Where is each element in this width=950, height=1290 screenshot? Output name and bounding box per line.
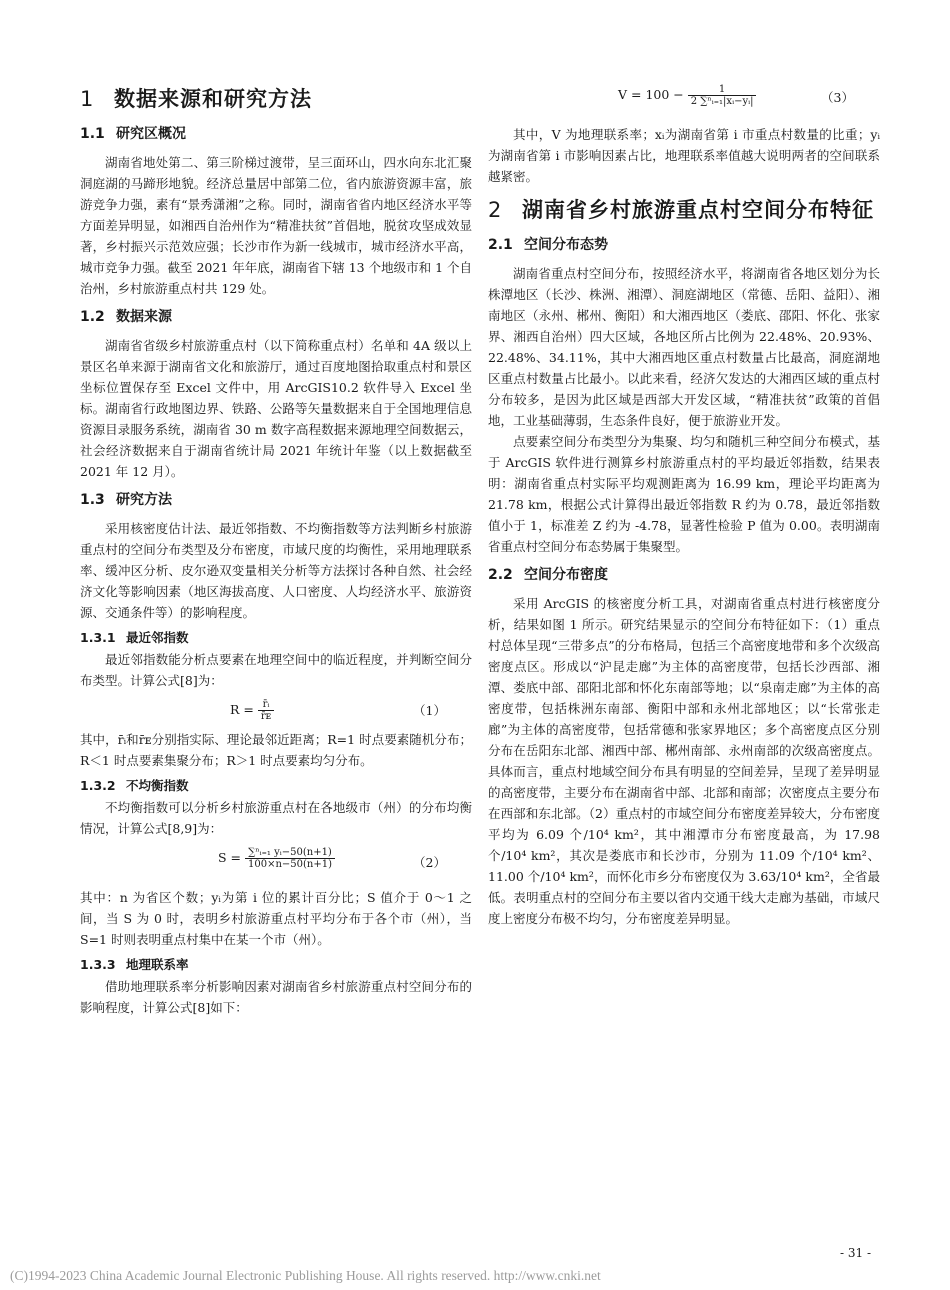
section-1-heading: [80, 84, 472, 114]
section-number: 2.2: [488, 567, 513, 583]
section-number: 1.3.3: [80, 957, 116, 972]
section-title: 空间分布态势: [524, 237, 608, 253]
right-column: [488, 80, 880, 929]
section-1-1-heading: [80, 124, 472, 144]
paragraph: 借助地理联系率分析影响因素对湖南省乡村旅游重点村空间分布的影响程度，计算公式[8]如下：: [80, 979, 472, 1015]
formula-denominator: 100×n−50(n+1): [248, 859, 332, 870]
section-title: 湖南省乡村旅游重点村空间分布特征: [522, 198, 874, 222]
paragraph: 湖南省重点村空间分布，按照经济水平，将湖南省各地区划分为长株潭地区（长沙、株洲、湘潭）、洞庭湖地区（常德、岳阳、益阳）、湘南地区（永州、郴州、衡阳）和大湘西地区（娄底、邵阳、怀化、张家界、湘西自治州）四大区域，各地区所占比例为 22.48%、20.93%、22.48%、34.11%，其中大湘西地区重点村数量占比最高，洞庭湖地区重点村数量占比最小。以此来看，经济欠发达的大湘西区域的重点村分布较多，是因为此区域是西部大开发区域，“精准扶贫”政策的首倡地，工业基础薄弱，生态条件良好，便于旅游业开发。: [488, 266, 880, 428]
paragraph: 湖南省地处第二、第三阶梯过渡带，呈三面环山，四水向东北汇聚洞庭湖的马蹄形地貌。经济总量居中部第二位，省内旅游资源丰富，旅游竞争力强，素有“景秀潇湘”之称。同时，湖南省省内地区经济水平等方面差异明显，如湘西自治州作为“精准扶贫”首倡地，脱贫攻坚成效显著，乡村振兴示范效应强；长沙市作为新一线城市，城市经济水平高，城市竞争力强。截至 2021 年年底，湖南省下辖 13 个地级市和 1 个自治州，乡村旅游重点村共 129 处。: [80, 155, 473, 296]
section-title: 数据来源和研究方法: [114, 87, 312, 111]
paragraph: 点要素空间分布类型分为集聚、均匀和随机三种空间分布模式，基于 ArcGIS 软件进行测算乡村旅游重点村的平均最近邻指数，结果表明：湖南省重点村实际平均观测距离为 16.99 km，理论平均距离为 21.78 km，根据公式计算得出最近邻指数 R 约为 0.78，最近邻指数值小于 1，标准差 Z 约为 -4.78，显著性检验 P 值为 0.00。表明湖南省重点村空间分布态势属于集聚型。: [488, 434, 880, 554]
section-number: 1.3: [80, 492, 105, 508]
section-1-3-1-heading: [80, 629, 472, 647]
section-title: 不均衡指数: [126, 778, 189, 793]
section-title: 数据来源: [116, 309, 172, 325]
section-number: 1.1: [80, 126, 105, 142]
formula-number: （3）: [821, 90, 854, 105]
formula-numerator: r̄ᵢ: [258, 699, 274, 711]
section-1-3-2-heading: [80, 777, 472, 795]
formula-fraction: [258, 699, 274, 722]
copyright-footer: (C)1994-2023 China Academic Journal Electronic Publishing House. All rights reserved. http://www.cnki.net: [10, 1268, 601, 1283]
formula-fraction: [688, 84, 757, 107]
section-number: 1.3.1: [80, 630, 116, 645]
section-2-2-heading: [488, 565, 880, 585]
paragraph: 采用 ArcGIS 的核密度分析工具，对湖南省重点村进行核密度分析，结果如图 1 所示。研究结果显示的空间分布特征如下：（1）重点村总体呈现“三带多点”的分布格局，包括三个高密度地带和多个次级高密度点区。形成以“沪昆走廊”为主体的高密度带，包括长沙西部、湘潭、娄底中部、邵阳北部和怀化东南部等地；以“泉南走廊”为主体的高密度带，包括株洲东南部、衡阳中部和永州北部地区；以“长常张走廊”为主体的高密度带，包括常德和张家界地区；多个高密度点区分别分布在岳阳东北部、湘西中部、郴州南部、永州南部的次级高密度点。具体而言，重点村地域空间分布具有明显的空间差异，呈现了差异明显的高密度带，主要分布在湖南省中部、北部和南部；次密度点主要分布在西部和东北部。（2）重点村的市域空间分布密度差异较大，分布密度平均为 6.09 个/10⁴ km²，其中湘潭市分布密度最高，为 17.98 个/10⁴ km²，其次是娄底市和长沙市，分别为 11.09 个/10⁴ km²、11.00 个/10⁴ km²，而怀化市乡分布密度仅为 3.63/10⁴ km²，全省最低。表明重点村的空间分布主要以省内交通干线大走廊为基础，市域尺度上密度分布极不均匀，分布密度差异明显。: [488, 596, 880, 926]
formula-1: [80, 695, 472, 725]
section-number: 1: [80, 87, 95, 111]
section-1-2-heading: [80, 307, 472, 327]
paragraph: 其中，V 为地理联系率；xᵢ为湖南省第 i 市重点村数量的比重；yᵢ为湖南省第 i 市影响因素占比，地理联系率值越大说明两者的空间联系越紧密。: [488, 127, 880, 184]
formula-fraction: [245, 847, 335, 870]
section-1-3-heading: [80, 490, 472, 510]
section-title: 地理联系率: [126, 957, 189, 972]
formula-denominator: r̄ᴇ: [260, 711, 272, 722]
paragraph: 不均衡指数可以分析乡村旅游重点村在各地级市（州）的分布均衡情况，计算公式[8,9]为：: [80, 800, 472, 836]
section-number: 2: [488, 198, 503, 222]
section-title: 最近邻指数: [126, 630, 189, 645]
paragraph: 采用核密度估计法、最近邻指数、不均衡指数等方法判断乡村旅游重点村的空间分布类型及分布密度，市域尺度的均衡性，采用地理联系率、缓冲区分析、皮尔逊双变量相关分析等方法探讨各种自然、社会经济文化等影响因素（地区海拔高度、人口密度、人均经济水平、旅游资源、交通条件等）的影响程度。: [80, 521, 472, 620]
formula-number: （1）: [413, 703, 446, 718]
left-column: [80, 80, 472, 1018]
section-title: 空间分布密度: [524, 567, 608, 583]
section-number: 2.1: [488, 237, 513, 253]
section-title: 研究方法: [116, 492, 172, 508]
paragraph: 其中，r̄ᵢ和r̄ᴇ分别指实际、理论最邻近距离；R=1 时点要素随机分布；R＜1 时点要素集聚分布；R＞1 时点要素均匀分布。: [80, 732, 472, 768]
formula-3: [488, 84, 880, 114]
formula-number: （2）: [413, 855, 446, 870]
page-number: - 31 -: [840, 1246, 872, 1260]
formula-lhs: V = 100 −: [618, 87, 684, 102]
formula-numerator: 1: [688, 84, 757, 96]
section-number: 1.2: [80, 309, 105, 325]
section-2-1-heading: [488, 235, 880, 255]
formula-denominator: 2 ∑ⁿᵢ₌₁|xᵢ−yᵢ|: [690, 96, 754, 107]
section-title: 研究区概况: [116, 126, 186, 142]
formula-2: [80, 843, 472, 883]
formula-lhs: R =: [230, 702, 254, 717]
paragraph: 湖南省省级乡村旅游重点村（以下简称重点村）名单和 4A 级以上景区名单来源于湖南省文化和旅游厅，通过百度地图拾取重点村和景区坐标位置保存至 Excel 文件中，用 ArcGIS10.2 软件导入 Excel 坐标。湖南省行政地图边界、铁路、公路等矢量数据来自于全国地理信息资源目录服务系统，湖南省 30 m 数字高程数据来源地理空间数据云，社会经济数据来自于湖南省统计局 2021 年统计年鉴（以上数据截至 2021 年 12 月）。: [80, 338, 472, 479]
paragraph: 其中：n 为省区个数；yᵢ为第 i 位的累计百分比；S 值介于 0～1 之间，当 S 为 0 时，表明乡村旅游重点村平均分布于各个市（州），当 S=1 时则表明重点村集中在某一个市（州）。: [80, 890, 472, 947]
formula-numerator: ∑ⁿᵢ₌₁ yᵢ−50(n+1): [245, 847, 335, 859]
section-number: 1.3.2: [80, 778, 116, 793]
formula-lhs: S =: [218, 850, 242, 865]
paragraph: 最近邻指数能分析点要素在地理空间中的临近程度，并判断空间分布类型。计算公式[8]为：: [80, 652, 472, 688]
section-2-heading: [488, 195, 880, 225]
section-1-3-3-heading: [80, 956, 472, 974]
